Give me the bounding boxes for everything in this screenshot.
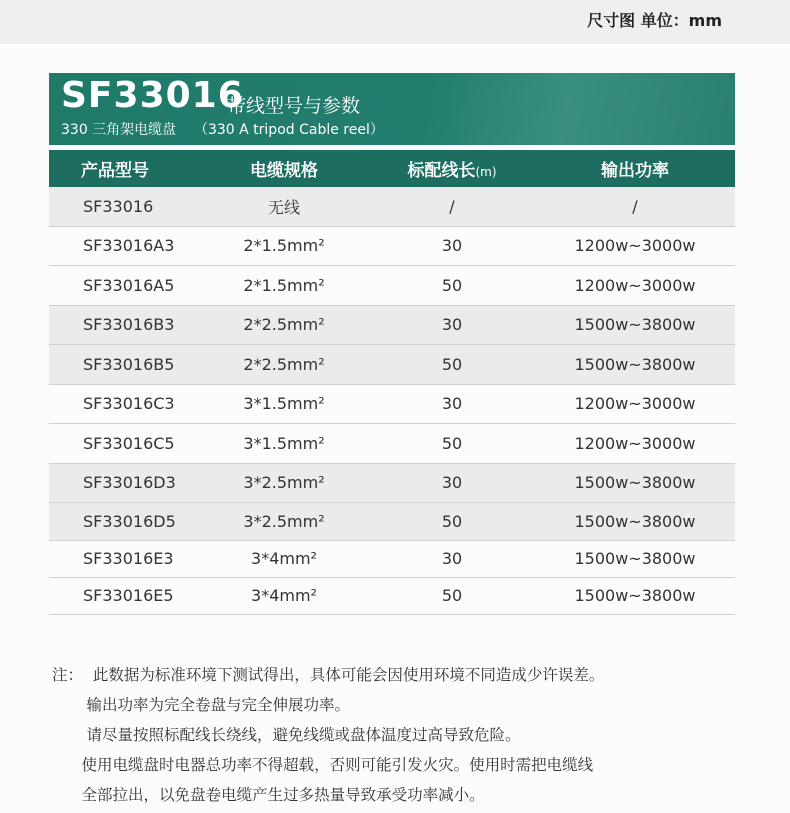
cell-model: SF33016: [83, 196, 154, 216]
notes: [52, 660, 604, 810]
header-power: 输出功率: [601, 161, 669, 181]
header-spec: 电缆规格: [250, 161, 318, 181]
table-row: [49, 306, 735, 346]
cell-power: 1500w~3800w: [574, 586, 696, 606]
cell-model: SF33016B5: [83, 354, 175, 374]
cell-spec: 3*4mm²: [251, 586, 317, 606]
table-row: [49, 503, 735, 541]
cell-spec: 3*1.5mm²: [243, 433, 325, 453]
model-title: SF33016: [61, 75, 244, 116]
cell-length: 50: [441, 586, 463, 606]
cell-power: 1200w~3000w: [574, 275, 696, 295]
cell-length: /: [449, 196, 455, 216]
cell-power: /: [632, 196, 638, 216]
cell-length: 50: [441, 275, 463, 295]
cell-length: 30: [441, 473, 463, 493]
cell-model: SF33016D3: [83, 473, 176, 493]
top-band: [0, 0, 790, 44]
cell-model: SF33016C5: [83, 433, 175, 453]
cell-spec: 2*2.5mm²: [243, 354, 325, 374]
cell-power: 1500w~3800w: [574, 473, 696, 493]
cell-power: 1500w~3800w: [574, 511, 696, 531]
cell-length: 30: [441, 315, 463, 335]
cell-spec: 2*1.5mm²: [243, 236, 325, 256]
table-row: [49, 424, 735, 464]
cell-length: 30: [441, 549, 463, 569]
cell-power: 1500w~3800w: [574, 315, 696, 335]
title-banner: [49, 73, 735, 145]
table-row: [49, 385, 735, 425]
cell-spec: 3*4mm²: [251, 549, 317, 569]
note-line: 输出功率为完全卷盘与完全伸展功率。: [52, 696, 350, 714]
cell-model: SF33016C3: [83, 394, 175, 414]
note-line: 请尽量按照标配线长绕线，避免线缆或盘体温度过高导致危险。: [52, 726, 521, 744]
cell-length: 50: [441, 511, 463, 531]
note-line: 注： 此数据为标准环境下测试得出，具体可能会因使用环境不同造成少许误差。: [52, 666, 605, 684]
cell-model: SF33016E5: [83, 586, 174, 606]
banner-description: 330 三角架电缆盘 （330 A tripod Cable reel）: [61, 122, 384, 138]
table-row: [49, 227, 735, 267]
unit-label: 尺寸图 单位：mm: [587, 11, 722, 30]
cell-model: SF33016A3: [83, 236, 175, 256]
header-length-unit: (m): [475, 165, 497, 179]
cell-length: 50: [441, 433, 463, 453]
cell-power: 1200w~3000w: [574, 236, 696, 256]
table-row: [49, 266, 735, 306]
note-line: 使用电缆盘时电器总功率不得超载，否则可能引发火灾。使用时需把电缆线: [52, 756, 594, 774]
cell-model: SF33016B3: [83, 315, 175, 335]
cell-model: SF33016D5: [83, 511, 176, 531]
cell-power: 1500w~3800w: [574, 549, 696, 569]
table-row: [49, 541, 735, 579]
table-row: [49, 464, 735, 504]
cell-spec: 3*2.5mm²: [243, 511, 325, 531]
cell-spec: 2*2.5mm²: [243, 315, 325, 335]
cell-spec: 无线: [267, 197, 300, 217]
table-body: [49, 187, 735, 615]
table-header: [49, 150, 735, 187]
note-line: 全部拉出，以免盘卷电缆产生过多热量导致承受功率减小。: [52, 786, 485, 804]
cell-spec: 2*1.5mm²: [243, 275, 325, 295]
cell-spec: 3*1.5mm²: [243, 394, 325, 414]
cell-power: 1500w~3800w: [574, 354, 696, 374]
cell-power: 1200w~3000w: [574, 433, 696, 453]
cell-model: SF33016E3: [83, 549, 174, 569]
header-length: [369, 156, 535, 181]
cell-length: 50: [441, 354, 463, 374]
cell-spec: 3*2.5mm²: [243, 473, 325, 493]
cell-power: 1200w~3000w: [574, 394, 696, 414]
table-row: [49, 578, 735, 615]
cell-length: 30: [441, 236, 463, 256]
header-length-label: 标配线长: [407, 161, 476, 181]
header-model: 产品型号: [81, 161, 149, 181]
table-row: [49, 345, 735, 385]
cell-length: 30: [441, 394, 463, 414]
banner-subtitle: 带线型号与参数: [227, 95, 361, 117]
cell-model: SF33016A5: [83, 275, 175, 295]
table-row: [49, 187, 735, 227]
